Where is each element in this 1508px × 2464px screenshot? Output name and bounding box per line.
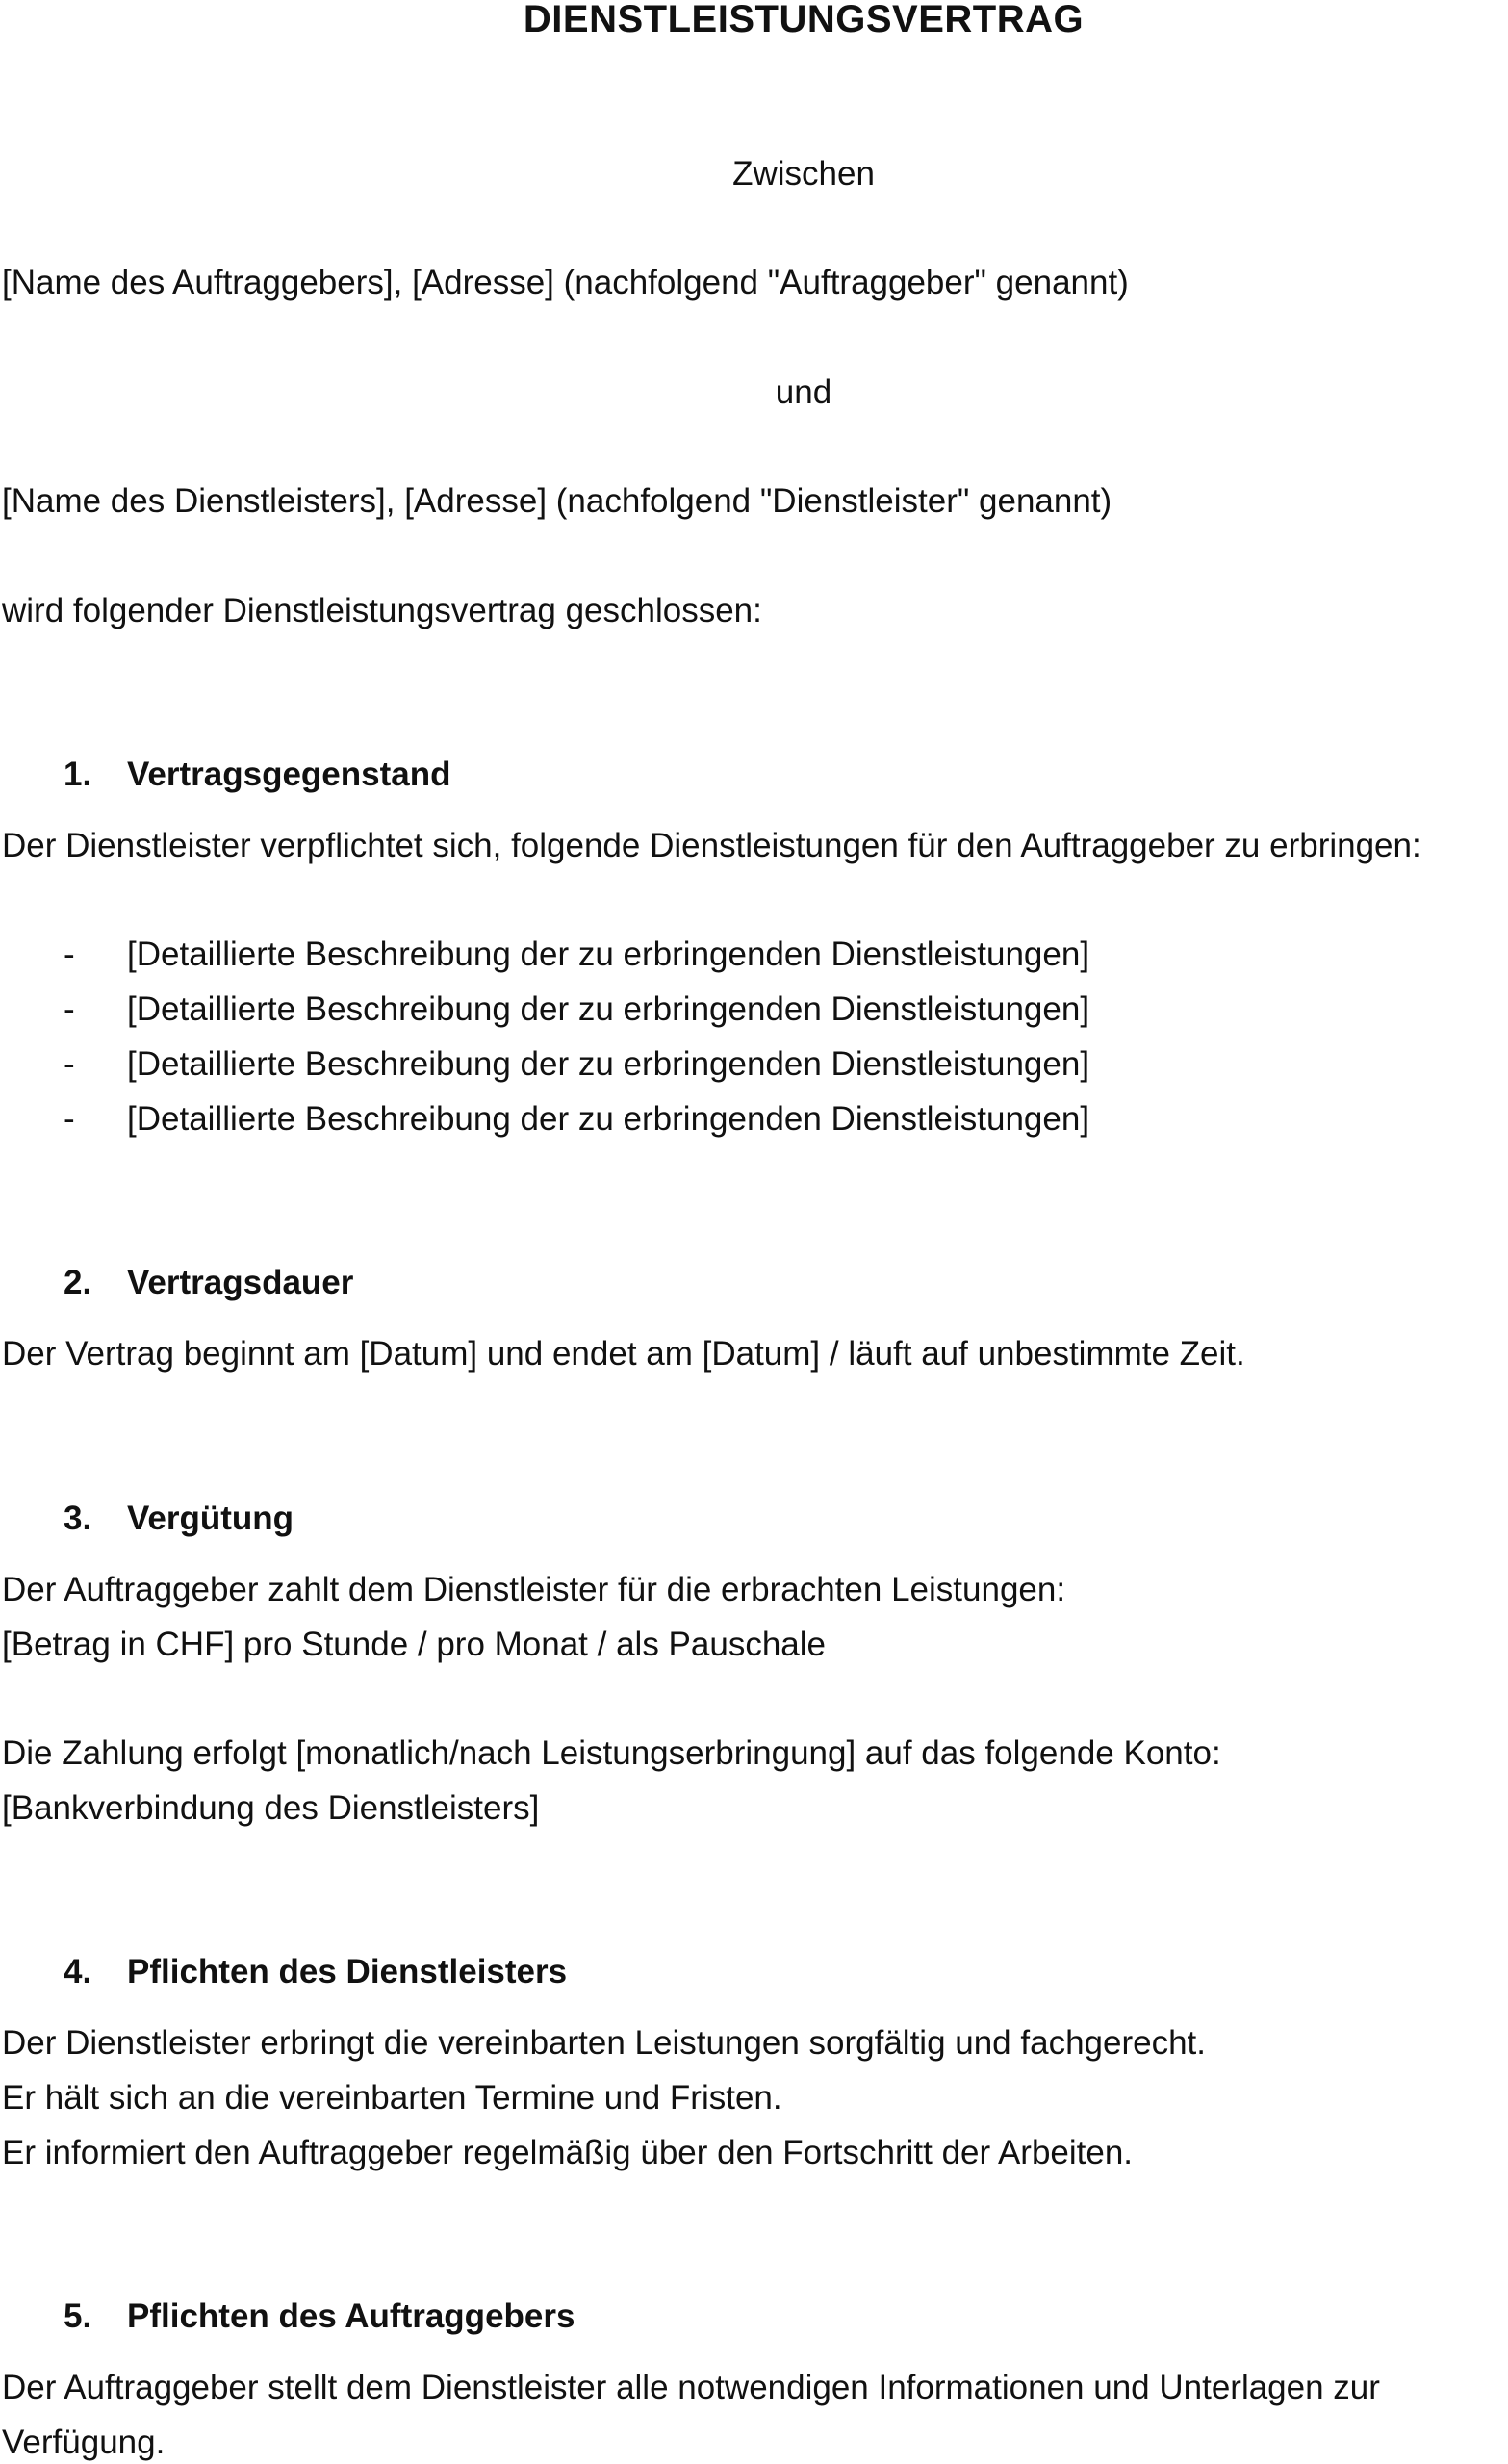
section-number: 5. [64,2297,92,2335]
document-title: DIENSTLEISTUNGSVERTRAG [523,0,1085,40]
section-text: [Bankverbindung des Dienstleisters] [2,1789,540,1827]
section-title: Vertragsdauer [127,1264,354,1301]
section-title: Vergütung [127,1500,294,1537]
bullet-dash: - [64,990,75,1028]
list-item: - [Detaillierte Beschreibung der zu erbringenden Dienstleistungen] [64,988,1089,1031]
section-number: 2. [64,1264,92,1301]
section-text: Verfügung. [2,2424,166,2461]
section-text: Die Zahlung erfolgt [monatlich/nach Leistungserbringung] auf das folgende Konto: [2,1734,1221,1772]
list-item: - [Detaillierte Beschreibung der zu erbringenden Dienstleistungen] [64,1098,1089,1141]
section-text: Der Vertrag beginnt am [Datum] und endet am [Datum] / läuft auf unbestimmte Zeit. [2,1335,1245,1373]
section-text: Er hält sich an die vereinbarten Termine und Fristen. [2,2079,782,2117]
and-label: und [775,373,832,411]
section-title: Vertragsgegenstand [127,756,451,793]
section-heading-2 [64,1262,353,1304]
section-number: 3. [64,1500,92,1537]
section-heading-1 [64,754,451,796]
section-number: 1. [64,756,92,793]
section-text: Der Auftraggeber stellt dem Dienstleister alle notwendigen Informationen und Unterlagen zur [2,2369,1380,2406]
party-provider: [Name des Dienstleisters], [Adresse] (nachfolgend "Dienstleister" genannt) [2,482,1112,520]
section-text: Der Dienstleister erbringt die vereinbarten Leistungen sorgfältig und fachgerecht. [2,2024,1206,2062]
bullet-dash: - [64,936,75,973]
section-title: Pflichten des Auftraggebers [127,2297,575,2335]
between-label: Zwischen [732,155,875,192]
bullet-dash: - [64,1045,75,1083]
section-heading-5 [64,2296,575,2338]
section-number: 4. [64,1953,92,1990]
section-text: [Betrag in CHF] pro Stunde / pro Monat / als Pauschale [2,1626,826,1663]
list-item: - [Detaillierte Beschreibung der zu erbringenden Dienstleistungen] [64,1043,1089,1086]
section-text: Der Auftraggeber zahlt dem Dienstleister für die erbrachten Leistungen: [2,1571,1066,1608]
party-client: [Name des Auftraggebers], [Adresse] (nachfolgend "Auftraggeber" genannt) [2,264,1129,301]
bullet-dash: - [64,1100,75,1138]
list-item: - [Detaillierte Beschreibung der zu erbringenden Dienstleistungen] [64,934,1089,976]
section-heading-3 [64,1498,294,1540]
section-text: Der Dienstleister verpflichtet sich, folgende Dienstleistungen für den Auftraggeber zu erbringen: [2,827,1421,864]
section-title: Pflichten des Dienstleisters [127,1953,568,1990]
intro-text: wird folgender Dienstleistungsvertrag geschlossen: [2,592,762,629]
section-heading-4 [64,1951,567,1993]
section-text: Er informiert den Auftraggeber regelmäßig über den Fortschritt der Arbeiten. [2,2134,1134,2171]
